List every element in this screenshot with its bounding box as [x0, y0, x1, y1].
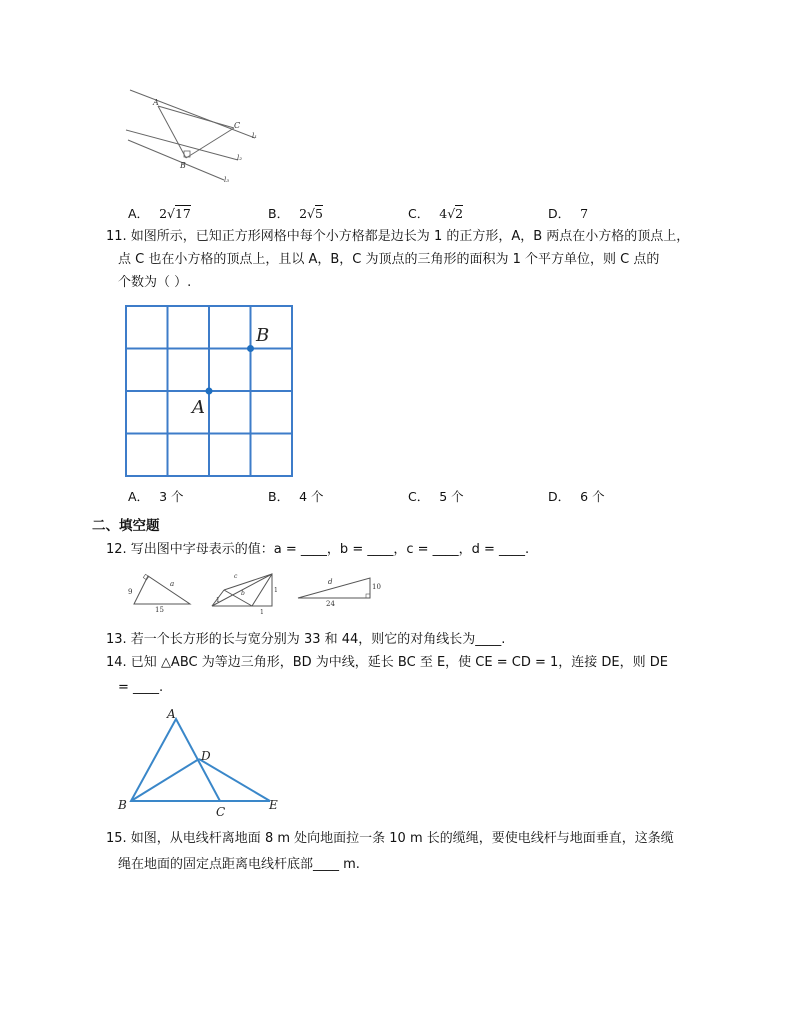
q11-option-c[interactable]: C． 5 个: [408, 489, 464, 504]
q10-option-b[interactable]: B． 2√5: [268, 206, 323, 221]
option-label: D．: [548, 489, 571, 504]
option-label: A．: [128, 206, 150, 221]
q15-text-line-2: 绳在地面的固定点距离电线杆底部____ m.: [118, 857, 360, 872]
option-label: D．: [548, 206, 571, 221]
q14-text-line-1: 14. 已知 △ABC 为等边三角形，BD 为中线，延长 BC 至 E，使 CE = CD = 1，连接 DE，则 DE: [106, 655, 668, 670]
svg-text:1: 1: [274, 587, 278, 594]
q10-label-a: A: [153, 98, 159, 107]
q14-label-a: A: [167, 707, 176, 721]
q14-label-e: E: [269, 798, 278, 812]
q11-option-d[interactable]: D． 6 个: [548, 489, 605, 504]
q11-point-b: [247, 345, 254, 352]
q11-text-line-2: 点 C 也在小方格的顶点上，且以 A，B，C 为顶点的三角形的面积为 1 个平方单位，则 C 点的: [118, 252, 660, 267]
q14-label-c: C: [216, 805, 226, 819]
q10-option-a[interactable]: A． 2√17: [128, 206, 191, 221]
option-label: C．: [408, 489, 430, 504]
q10-label-l1: l₁: [252, 132, 258, 140]
q15-text-line-1: 15. 如图，从电线杆离地面 8 m 处向地面拉一条 10 m 长的缆绳，要使电线杆与地面垂直，这条缆: [106, 831, 674, 846]
q14-text-line-2: = ____.: [118, 680, 164, 695]
q13-text: 13. 若一个长方形的长与宽分别为 33 和 44，则它的对角线长为____.: [106, 632, 506, 647]
svg-text:b: b: [241, 590, 245, 597]
q12-text: 12. 写出图中字母表示的值：a = ____，b = ____，c = ____，d = ____.: [106, 542, 530, 557]
section-title-fill-in: 二、填空题: [92, 518, 160, 534]
q11-option-a[interactable]: A． 3 个: [128, 489, 184, 504]
q11-option-b[interactable]: B． 4 个: [268, 489, 324, 504]
option-label: C．: [408, 206, 430, 221]
q10-parallel-lines-figure: [120, 88, 270, 188]
q10-label-b: B: [180, 161, 186, 170]
q11-point-a: [206, 388, 213, 395]
svg-text:1: 1: [216, 597, 220, 604]
svg-text:1: 1: [260, 609, 264, 616]
q14-label-d: D: [201, 749, 211, 763]
q12-triangles-figure: [120, 570, 390, 616]
svg-text:a: a: [170, 580, 175, 588]
svg-text:d: d: [328, 578, 333, 586]
svg-text:10: 10: [372, 583, 381, 591]
svg-text:9: 9: [128, 588, 133, 596]
q10-label-l3: l₃: [224, 176, 230, 184]
svg-text:24: 24: [326, 600, 335, 608]
q11-text-line-3: 个数为（ ）.: [118, 275, 192, 290]
q14-label-b: B: [118, 798, 127, 812]
q10-option-d[interactable]: D． 7: [548, 206, 589, 221]
q11-label-b: B: [256, 325, 270, 346]
q10-label-c: C: [234, 121, 241, 130]
q10-label-l2: l₂: [237, 154, 243, 162]
q14-triangle-figure: [115, 705, 290, 820]
svg-text:c: c: [234, 573, 238, 580]
q11-text-line-1: 11. 如图所示，已知正方形网格中每个小方格都是边长为 1 的正方形，A，B 两点在小方格的顶点上，: [106, 229, 690, 244]
option-label: B．: [268, 489, 290, 504]
option-label: A．: [128, 489, 150, 504]
option-label: B．: [268, 206, 290, 221]
q10-option-c[interactable]: C． 4√2: [408, 206, 464, 221]
q11-grid-figure: [124, 304, 296, 480]
q11-label-a: A: [192, 397, 205, 418]
svg-text:15: 15: [155, 606, 164, 614]
